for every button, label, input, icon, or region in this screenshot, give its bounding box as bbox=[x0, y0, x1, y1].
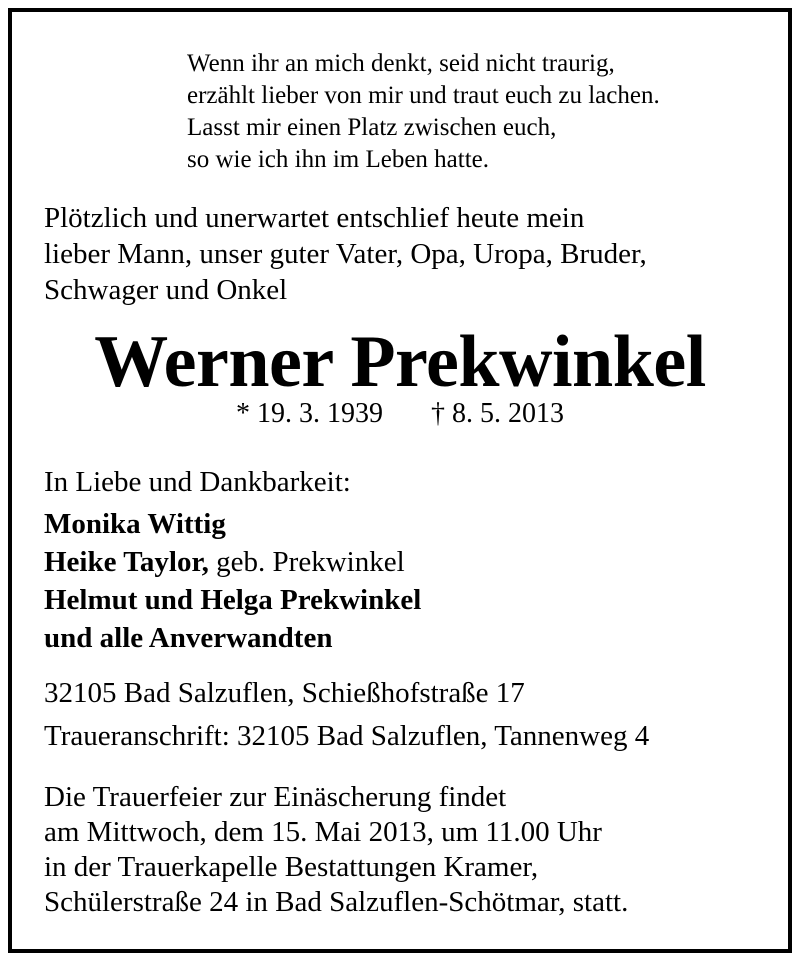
mourner-name: Helmut und Helga Prekwinkel bbox=[44, 584, 422, 616]
poem-line: Wenn ihr an mich denkt, seid nicht traurig, bbox=[187, 50, 615, 77]
death-announcement bbox=[44, 200, 647, 308]
poem-line: erzählt lieber von mir und traut euch zu lachen. bbox=[187, 82, 660, 109]
deceased-name: Werner Prekwinkel bbox=[94, 321, 706, 403]
home-address: 32105 Bad Salzuflen, Schießhofstraße 17 bbox=[44, 677, 525, 709]
announcement-line: Plötzlich und unerwartet entschlief heute mein bbox=[44, 202, 585, 234]
mourners-intro: In Liebe und Dankbarkeit: bbox=[44, 466, 351, 498]
ceremony-line: in der Trauerkapelle Bestattungen Kramer, bbox=[44, 851, 539, 883]
mourner-maiden-name: geb. Prekwinkel bbox=[208, 546, 405, 578]
death-date: † 8. 5. 2013 bbox=[431, 398, 564, 429]
poem bbox=[187, 48, 660, 176]
mourners-list bbox=[44, 505, 421, 657]
ceremony-line: Die Trauerfeier zur Einäscherung findet bbox=[44, 781, 507, 813]
mourner-name: und alle Anverwandten bbox=[44, 622, 333, 654]
poem-line: so wie ich ihn im Leben hatte. bbox=[187, 146, 490, 173]
announcement-line: Schwager und Onkel bbox=[44, 274, 288, 306]
life-dates bbox=[0, 396, 800, 432]
ceremony-line: Schülerstraße 24 in Bad Salzuflen-Schötmar, statt. bbox=[44, 886, 629, 918]
ceremony-info bbox=[44, 780, 628, 920]
ceremony-line: am Mittwoch, dem 15. Mai 2013, um 11.00 Uhr bbox=[44, 816, 602, 848]
birth-date: * 19. 3. 1939 bbox=[236, 398, 383, 429]
announcement-line: lieber Mann, unser guter Vater, Opa, Uropa, Bruder, bbox=[44, 238, 647, 270]
mourner-name: Heike Taylor, bbox=[44, 546, 209, 578]
poem-line: Lasst mir einen Platz zwischen euch, bbox=[187, 114, 557, 141]
mourning-address: Traueranschrift: 32105 Bad Salzuflen, Tannenweg 4 bbox=[44, 720, 650, 752]
mourner-name: Monika Wittig bbox=[44, 508, 226, 540]
mourner-line bbox=[44, 543, 421, 581]
